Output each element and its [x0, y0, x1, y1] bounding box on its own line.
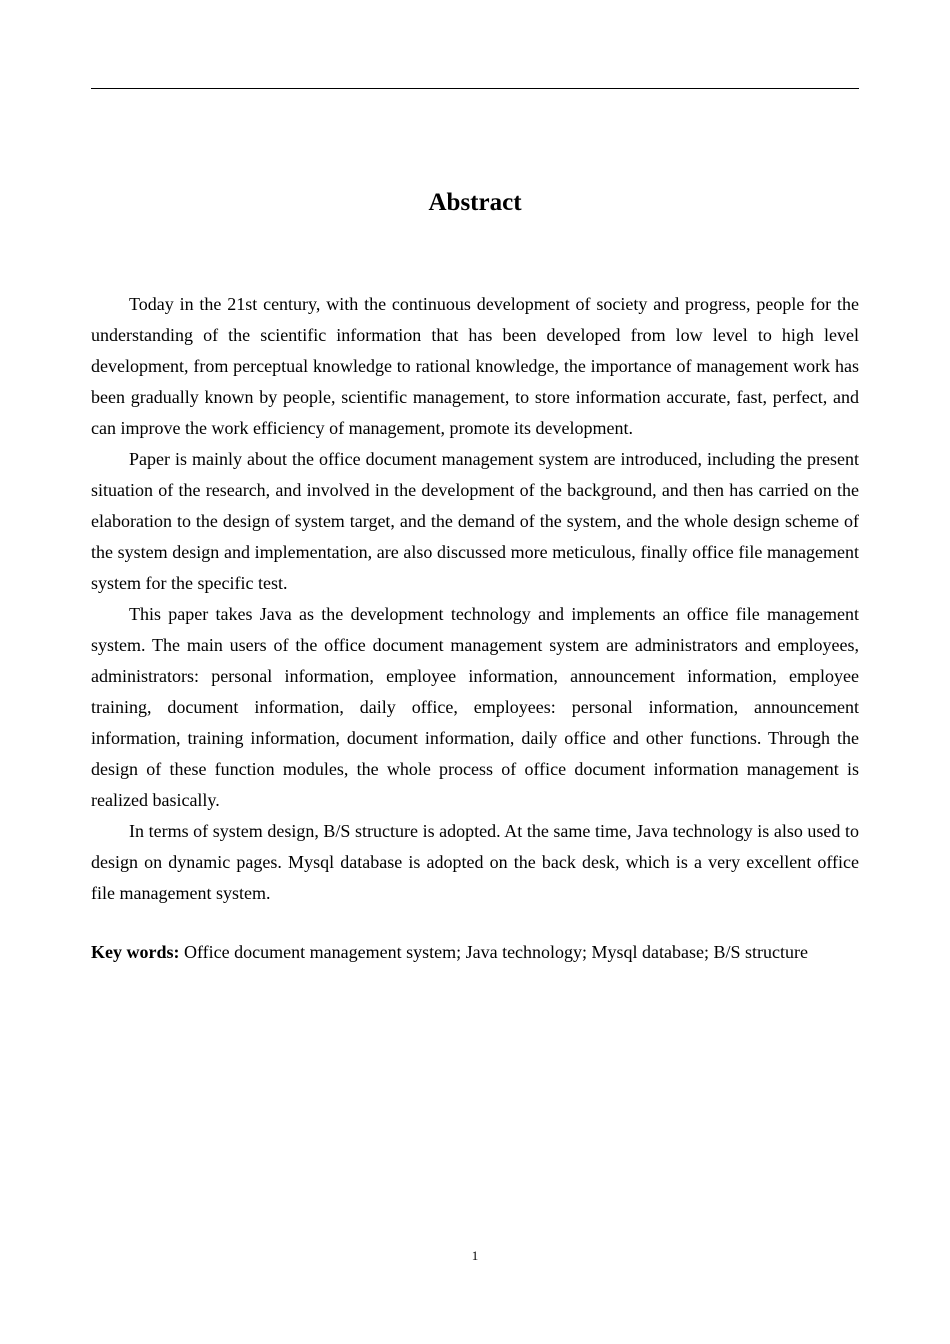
- abstract-paragraph-4: In terms of system design, B/S structure is adopted. At the same time, Java technology is also used to design on dynamic pages. Mysql database is adopted on the back desk, which is a very excellent office file management system.: [91, 821, 859, 903]
- abstract-paragraph-2: Paper is mainly about the office document management system are introduced, including the present situation of the research, and involved in the development of the background, and then has carried on the elaboration to the design of system target, and the demand of the system, and the whole design scheme of the system design and implementation, are also discussed more meticulous, finally office file management system for the specific test.: [91, 449, 859, 593]
- page-number: 1: [471, 1248, 479, 1263]
- abstract-paragraph-3: This paper takes Java as the development technology and implements an office file management system. The main users of the office document management system are administrators and employees, administrators: personal information, employee information, announcement information, employee training, document information, daily office, employees: personal information, announcement information, training information, document information, daily office and other functions. Through the design of these function modules, the whole process of office document information management is realized basically.: [91, 604, 859, 810]
- page-title: Abstract: [428, 189, 522, 216]
- abstract-body: [91, 289, 859, 909]
- keywords-text: Office document management system; Java technology; Mysql database; B/S structure: [184, 942, 809, 962]
- keywords-line: [91, 937, 859, 968]
- keywords-label: Key words:: [91, 942, 180, 962]
- header-rule: [91, 88, 859, 89]
- abstract-paragraph-1: Today in the 21st century, with the continuous development of society and progress, people for the understanding of the scientific information that has been developed from low level to high level development, from perceptual knowledge to rational knowledge, the importance of management work has been gradually known by people, scientific management, to store information accurate, fast, perfect, and can improve the work efficiency of management, promote its development.: [91, 294, 859, 438]
